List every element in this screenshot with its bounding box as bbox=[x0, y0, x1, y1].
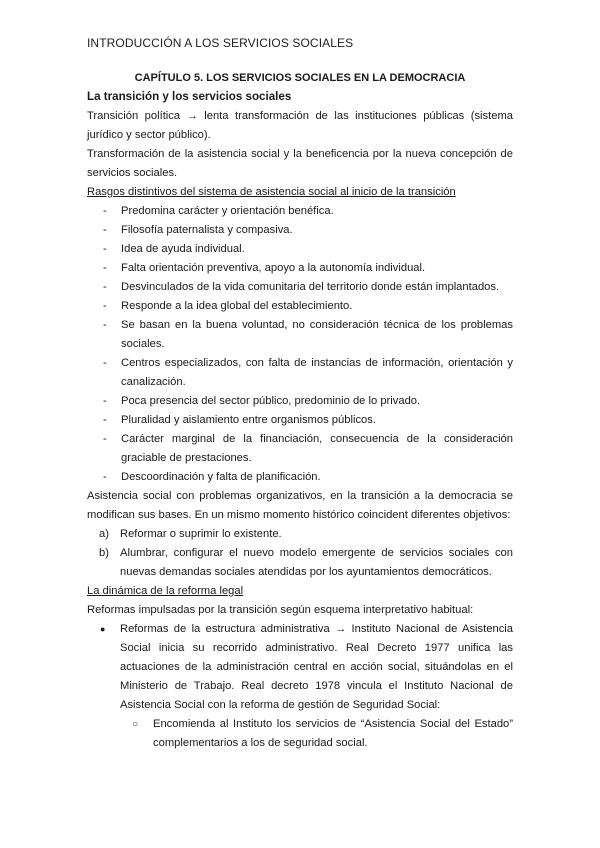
reforms-sublist bbox=[87, 715, 513, 753]
list-item: - Carácter marginal de la financiación, consecuencia de la consideración graciable de prestaciones. bbox=[87, 430, 513, 468]
subheading-distinctive-traits: Rasgos distintivos del sistema de asistencia social al inicio de la transición bbox=[87, 186, 456, 198]
list-item: - Se basan en la buena voluntad, no consideración técnica de los problemas sociales. bbox=[87, 316, 513, 354]
subheading-legal-reform: La dinámica de la reforma legal bbox=[87, 585, 244, 597]
list-dash-marker: - bbox=[103, 319, 107, 331]
chapter-title: CAPÍTULO 5. LOS SERVICIOS SOCIALES EN LA DEMOCRACIA bbox=[134, 72, 466, 84]
list-dash-marker: - bbox=[103, 414, 107, 426]
list-item: b) Alumbrar, configurar el nuevo modelo emergente de servicios sociales con nuevas demandas sociales atendidas por los ayuntamientos democráticos. bbox=[87, 544, 513, 582]
list-item: ● Reformas de la estructura administrativa → Instituto Nacional de Asistencia Social inicia su recorrido administrativo. Real Decreto 1977 unifica las actuaciones de la administración central en acción social, situándolas en el Ministerio de Trabajo. Real decreto 1978 vincula el Instituto Nacional de Asistencia Social con la reforma de gestión de Seguridad Social: bbox=[87, 620, 513, 715]
paragraph-social-assistance-transformation: Transformación de la asistencia social y la beneficencia por la nueva concepción de servicios sociales. bbox=[87, 148, 513, 179]
circle-bullet-icon: ○ bbox=[132, 719, 139, 730]
list-item: ○ Encomienda al Instituto los servicios de “Asistencia Social del Estado” complementarios a los de seguridad social. bbox=[120, 715, 513, 753]
list-item: - Predomina carácter y orientación benéfica. bbox=[87, 202, 513, 221]
list-item: - Pluralidad y aislamiento entre organismos públicos. bbox=[87, 411, 513, 430]
list-item: - Descoordinación y falta de planificación. bbox=[87, 468, 513, 487]
paragraph-political-transition: Transición política → lenta transformación de las instituciones públicas (sistema jurídico y sector público). bbox=[87, 110, 513, 141]
list-dash-marker: - bbox=[103, 262, 107, 274]
list-letter-marker: b) bbox=[99, 547, 109, 559]
paragraph-reforms-intro: Reformas impulsadas por la transición según esquema interpretativo habitual: bbox=[87, 604, 474, 616]
bullet-icon: ● bbox=[100, 624, 106, 634]
paragraph-organizational-problems: Asistencia social con problemas organizativos, en la transición a la democracia se modifican sus bases. En un mismo momento histórico coincident diferentes objetivos: bbox=[87, 490, 513, 521]
list-dash-marker: - bbox=[103, 433, 107, 445]
list-dash-marker: - bbox=[103, 205, 107, 217]
running-header: INTRODUCCIÓN A LOS SERVICIOS SOCIALES bbox=[87, 36, 354, 50]
list-dash-marker: - bbox=[103, 395, 107, 407]
section-heading-transition: La transición y los servicios sociales bbox=[87, 90, 292, 103]
objectives-list bbox=[87, 525, 513, 582]
list-dash-marker: - bbox=[103, 224, 107, 236]
reforms-list bbox=[87, 620, 513, 715]
traits-list bbox=[87, 202, 513, 487]
list-item: - Falta orientación preventiva, apoyo a la autonomía individual. bbox=[87, 259, 513, 278]
list-dash-marker: - bbox=[103, 300, 107, 312]
list-item: - Desvinculados de la vida comunitaria del territorio donde están implantados. bbox=[87, 278, 513, 297]
list-item: - Centros especializados, con falta de instancias de información, orientación y canalización. bbox=[87, 354, 513, 392]
list-dash-marker: - bbox=[103, 281, 107, 293]
list-item: - Poca presencia del sector público, predominio de lo privado. bbox=[87, 392, 513, 411]
list-item: - Responde a la idea global del establecimiento. bbox=[87, 297, 513, 316]
list-item: - Idea de ayuda individual. bbox=[87, 240, 513, 259]
list-dash-marker: - bbox=[103, 471, 107, 483]
list-dash-marker: - bbox=[103, 243, 107, 255]
list-item: - Filosofía paternalista y compasiva. bbox=[87, 221, 513, 240]
list-dash-marker: - bbox=[103, 357, 107, 369]
list-item: a) Reformar o suprimir lo existente. bbox=[87, 525, 513, 544]
list-letter-marker: a) bbox=[99, 528, 109, 540]
document-body bbox=[87, 69, 513, 753]
